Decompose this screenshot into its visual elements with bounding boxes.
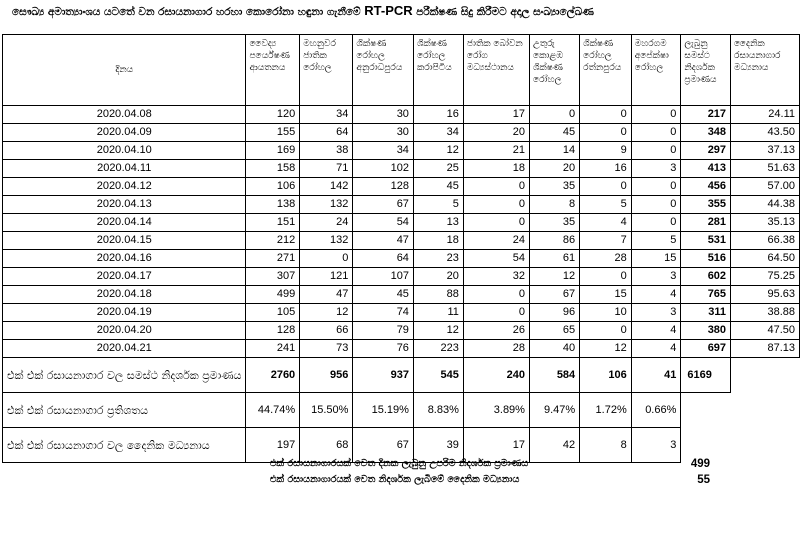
value-cell: 18: [463, 160, 529, 178]
value-cell: 88: [413, 286, 463, 304]
summary-total-cell: 2760: [246, 358, 300, 393]
table-row: [3, 250, 800, 268]
value-cell: 71: [300, 160, 353, 178]
value-cell: 132: [300, 196, 353, 214]
date-cell: 2020.04.17: [3, 268, 246, 286]
value-cell: 76: [353, 340, 414, 358]
value-cell: 24: [300, 214, 353, 232]
total-cell: 456: [681, 178, 731, 196]
value-cell: 47: [300, 286, 353, 304]
total-cell: 531: [681, 232, 731, 250]
value-cell: 241: [246, 340, 300, 358]
value-cell: 0: [631, 142, 681, 160]
value-cell: 499: [246, 286, 300, 304]
value-cell: 151: [246, 214, 300, 232]
table-row: [3, 340, 800, 358]
value-cell: 0: [631, 196, 681, 214]
value-cell: 11: [413, 304, 463, 322]
value-cell: 0: [580, 178, 632, 196]
value-cell: 0: [463, 214, 529, 232]
value-cell: 8: [529, 196, 579, 214]
total-cell: 602: [681, 268, 731, 286]
table-row: [3, 286, 800, 304]
value-cell: 12: [300, 304, 353, 322]
value-cell: 34: [300, 106, 353, 124]
value-cell: 158: [246, 160, 300, 178]
title-latin: RT-PCR: [364, 3, 413, 18]
summary-percent-cell: 0.66%: [631, 393, 681, 428]
value-cell: 16: [580, 160, 632, 178]
value-cell: 138: [246, 196, 300, 214]
value-cell: 16: [413, 106, 463, 124]
value-cell: 45: [529, 124, 579, 142]
summary-total-cell: 106: [580, 358, 632, 393]
table-row: [3, 106, 800, 124]
summary-total-cell: 240: [463, 358, 529, 393]
total-cell: 380: [681, 322, 731, 340]
date-cell: 2020.04.11: [3, 160, 246, 178]
value-cell: 223: [413, 340, 463, 358]
summary-percent-cell: 8.83%: [413, 393, 463, 428]
value-cell: 4: [631, 340, 681, 358]
footer-avg-row: [190, 474, 710, 490]
table-row: [3, 268, 800, 286]
col-header-daily-avg: දෛනික රසායනාගාර මධ්‍යනාය: [731, 35, 800, 106]
total-cell: 413: [681, 160, 731, 178]
col-header-ratnapura: ශික්ෂණ රෝහල රත්නපුරය: [580, 35, 632, 106]
footer-max-row: [190, 458, 710, 474]
value-cell: 120: [246, 106, 300, 124]
summary-daily-cell: 39: [413, 428, 463, 463]
avg-cell: 87.13: [731, 340, 800, 358]
avg-cell: 44.38: [731, 196, 800, 214]
col-header-mri: වෛද්‍ය පර්යේෂණ ආයතනය: [246, 35, 300, 106]
value-cell: 271: [246, 250, 300, 268]
col-header-karapitiya: ශික්ෂණ රෝහල කරාපිටිය: [413, 35, 463, 106]
total-cell: 217: [681, 106, 731, 124]
value-cell: 105: [246, 304, 300, 322]
value-cell: 86: [529, 232, 579, 250]
total-cell: 516: [681, 250, 731, 268]
value-cell: 96: [529, 304, 579, 322]
date-cell: 2020.04.21: [3, 340, 246, 358]
value-cell: 26: [463, 322, 529, 340]
data-table: [2, 34, 800, 463]
value-cell: 0: [580, 322, 632, 340]
avg-cell: 24.11: [731, 106, 800, 124]
value-cell: 155: [246, 124, 300, 142]
date-cell: 2020.04.10: [3, 142, 246, 160]
value-cell: 307: [246, 268, 300, 286]
table-row: [3, 322, 800, 340]
summary-daily-cell: 3: [631, 428, 681, 463]
value-cell: 32: [463, 268, 529, 286]
value-cell: 34: [353, 142, 414, 160]
avg-cell: 47.50: [731, 322, 800, 340]
value-cell: 73: [300, 340, 353, 358]
summary-percent-cell: 9.47%: [529, 393, 579, 428]
total-cell: 281: [681, 214, 731, 232]
summary-body: [3, 358, 800, 463]
value-cell: 30: [353, 106, 414, 124]
table-row: [3, 178, 800, 196]
value-cell: 0: [529, 106, 579, 124]
total-cell: 297: [681, 142, 731, 160]
value-cell: 35: [529, 214, 579, 232]
date-cell: 2020.04.09: [3, 124, 246, 142]
summary-total-cell: 956: [300, 358, 353, 393]
total-cell: 765: [681, 286, 731, 304]
value-cell: 40: [529, 340, 579, 358]
avg-cell: 43.50: [731, 124, 800, 142]
summary-total-cell: 937: [353, 358, 414, 393]
avg-cell: 37.13: [731, 142, 800, 160]
value-cell: 0: [631, 178, 681, 196]
footer-avg-label: එක් රසායනාගාරයක් වෙත නිදර්ශක ලැබීමේ දෛනික මධ්‍යනාය: [270, 474, 520, 485]
value-cell: 47: [353, 232, 414, 250]
summary-total-cell: 545: [413, 358, 463, 393]
avg-cell: 35.13: [731, 214, 800, 232]
date-cell: 2020.04.08: [3, 106, 246, 124]
total-cell: 355: [681, 196, 731, 214]
table-row: [3, 232, 800, 250]
value-cell: 54: [353, 214, 414, 232]
value-cell: 54: [463, 250, 529, 268]
value-cell: 212: [246, 232, 300, 250]
value-cell: 169: [246, 142, 300, 160]
value-cell: 106: [246, 178, 300, 196]
value-cell: 7: [580, 232, 632, 250]
col-header-maharagama: මහරගම අපේක්ෂා රෝහල: [631, 35, 681, 106]
value-cell: 23: [413, 250, 463, 268]
summary-total-row: [3, 358, 800, 393]
value-cell: 5: [413, 196, 463, 214]
value-cell: 142: [300, 178, 353, 196]
summary-daily-cell: 197: [246, 428, 300, 463]
value-cell: 0: [463, 304, 529, 322]
title-suffix: පරීක්ෂණ සිදු කිරීමට අදාල සංඛ්‍යාලේඛණ: [416, 6, 594, 18]
value-cell: 10: [580, 304, 632, 322]
value-cell: 28: [463, 340, 529, 358]
value-cell: 79: [353, 322, 414, 340]
table-body: [3, 106, 800, 358]
avg-cell: 64.50: [731, 250, 800, 268]
value-cell: 5: [580, 196, 632, 214]
summary-percent-label: එක් එක් රසායනාගාර ප්‍රතිශතය: [3, 393, 246, 428]
summary-total-cell: 41: [631, 358, 681, 393]
value-cell: 0: [631, 214, 681, 232]
date-cell: 2020.04.18: [3, 286, 246, 304]
value-cell: 67: [529, 286, 579, 304]
value-cell: 0: [463, 286, 529, 304]
value-cell: 12: [413, 142, 463, 160]
summary-daily-cell: 17: [463, 428, 529, 463]
value-cell: 0: [463, 178, 529, 196]
summary-percent-cell: 3.89%: [463, 393, 529, 428]
value-cell: 38: [300, 142, 353, 160]
summary-total-cell: 584: [529, 358, 579, 393]
summary-daily-cell: 68: [300, 428, 353, 463]
value-cell: 0: [463, 196, 529, 214]
summary-percent-row: [3, 393, 800, 428]
value-cell: 0: [300, 250, 353, 268]
value-cell: 14: [529, 142, 579, 160]
value-cell: 4: [580, 214, 632, 232]
value-cell: 30: [353, 124, 414, 142]
date-cell: 2020.04.13: [3, 196, 246, 214]
col-header-kandy: මහනුවර ජාතික රෝහල: [300, 35, 353, 106]
value-cell: 3: [631, 268, 681, 286]
avg-cell: 66.38: [731, 232, 800, 250]
value-cell: 3: [631, 160, 681, 178]
col-header-total: ලැබුනු සමස්ථ නිදර්ශක ප්‍රමාණය: [681, 35, 731, 106]
date-cell: 2020.04.20: [3, 322, 246, 340]
value-cell: 15: [631, 250, 681, 268]
title-prefix: සෞඛ්‍ය අමාත්‍යාංශය යටතේ වන රසායනාගාර හරහා කොරෝනා හඳුනා ගැනීමේ: [12, 6, 361, 18]
value-cell: 12: [413, 322, 463, 340]
col-header-nidc: ජාතික බෝවන රෝග මධ්‍යස්ථානය: [463, 35, 529, 106]
value-cell: 12: [529, 268, 579, 286]
value-cell: 12: [580, 340, 632, 358]
value-cell: 121: [300, 268, 353, 286]
summary-percent-cell: 1.72%: [580, 393, 632, 428]
value-cell: 0: [631, 124, 681, 142]
total-cell: 348: [681, 124, 731, 142]
col-header-date: දිනය: [3, 35, 246, 106]
value-cell: 34: [413, 124, 463, 142]
footer-avg-value: 55: [697, 474, 710, 486]
value-cell: 15: [580, 286, 632, 304]
value-cell: 24: [463, 232, 529, 250]
table-row: [3, 142, 800, 160]
summary-daily-label: එක් එක් රසායනාගාර වල දෛනික මධ්‍යනාය: [3, 428, 246, 463]
value-cell: 4: [631, 286, 681, 304]
value-cell: 25: [413, 160, 463, 178]
value-cell: 0: [580, 124, 632, 142]
date-cell: 2020.04.16: [3, 250, 246, 268]
total-cell: 311: [681, 304, 731, 322]
table-row: [3, 214, 800, 232]
value-cell: 67: [353, 196, 414, 214]
table-row: [3, 196, 800, 214]
avg-cell: 38.88: [731, 304, 800, 322]
summary-daily-cell: 67: [353, 428, 414, 463]
value-cell: 64: [300, 124, 353, 142]
table-row: [3, 160, 800, 178]
value-cell: 45: [413, 178, 463, 196]
value-cell: 20: [413, 268, 463, 286]
avg-cell: 95.63: [731, 286, 800, 304]
avg-cell: 75.25: [731, 268, 800, 286]
value-cell: 9: [580, 142, 632, 160]
table-row: [3, 124, 800, 142]
value-cell: 64: [353, 250, 414, 268]
value-cell: 21: [463, 142, 529, 160]
value-cell: 0: [631, 106, 681, 124]
footer-max-value: 499: [690, 458, 710, 470]
value-cell: 65: [529, 322, 579, 340]
value-cell: 128: [353, 178, 414, 196]
value-cell: 35: [529, 178, 579, 196]
summary-grand-total: 6169: [681, 358, 731, 393]
table-row: [3, 304, 800, 322]
value-cell: 107: [353, 268, 414, 286]
page-title: [12, 3, 792, 19]
value-cell: 132: [300, 232, 353, 250]
summary-daily-cell: 8: [580, 428, 632, 463]
value-cell: 5: [631, 232, 681, 250]
summary-percent-cell: 44.74%: [246, 393, 300, 428]
value-cell: 13: [413, 214, 463, 232]
col-header-north-colombo: උතුරු කොළඹ ශික්ෂණ රෝහල: [529, 35, 579, 106]
value-cell: 66: [300, 322, 353, 340]
value-cell: 0: [580, 106, 632, 124]
date-cell: 2020.04.19: [3, 304, 246, 322]
date-cell: 2020.04.15: [3, 232, 246, 250]
header-row: [3, 35, 800, 106]
summary-percent-cell: 15.19%: [353, 393, 414, 428]
summary-percent-cell: 15.50%: [300, 393, 353, 428]
value-cell: 0: [580, 268, 632, 286]
value-cell: 18: [413, 232, 463, 250]
value-cell: 3: [631, 304, 681, 322]
value-cell: 20: [463, 124, 529, 142]
value-cell: 102: [353, 160, 414, 178]
avg-cell: 57.00: [731, 178, 800, 196]
value-cell: 20: [529, 160, 579, 178]
footer-max-label: එක් රසායනාගාරයක් වෙත දිනක ලැබුනු උපරිම නිදර්ශක ප්‍රමාණය: [270, 458, 529, 469]
avg-cell: 51.63: [731, 160, 800, 178]
value-cell: 17: [463, 106, 529, 124]
value-cell: 128: [246, 322, 300, 340]
summary-daily-cell: 42: [529, 428, 579, 463]
value-cell: 61: [529, 250, 579, 268]
value-cell: 74: [353, 304, 414, 322]
value-cell: 4: [631, 322, 681, 340]
date-cell: 2020.04.12: [3, 178, 246, 196]
total-cell: 697: [681, 340, 731, 358]
date-cell: 2020.04.14: [3, 214, 246, 232]
summary-total-label: එක් එක් රසායනාගාර වල සමස්ථ නිදර්ශක ප්‍රමාණය: [3, 358, 246, 393]
value-cell: 28: [580, 250, 632, 268]
col-header-anuradhapura: ශික්ෂණ රෝහල අනුරාධපුරය: [353, 35, 414, 106]
value-cell: 45: [353, 286, 414, 304]
